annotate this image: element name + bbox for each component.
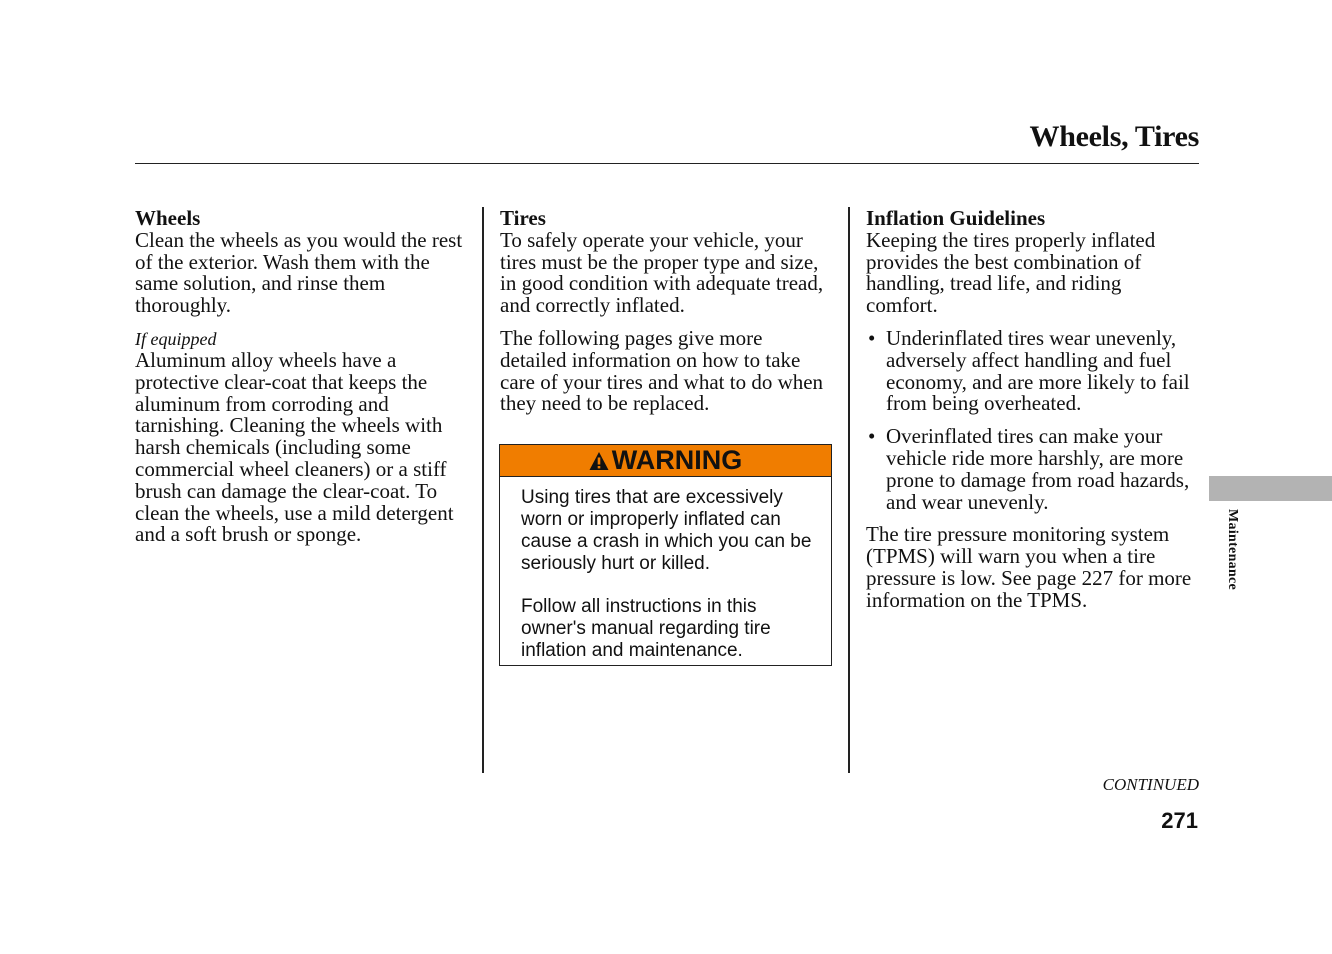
warning-title: WARNING [611,445,743,475]
continued-label: CONTINUED [1102,775,1199,794]
tires-info-text: The following pages give more detailed information on how to take care of your tires and what to do when they need to be replaced. [500,325,824,416]
column-divider-2 [848,207,850,773]
warning-header [500,445,831,477]
page-number: 271 [1161,808,1198,833]
inflation-column [866,208,1196,612]
warning-text-1: Using tires that are excessively worn or improperly inflated can cause a crash in which you can be seriously hurt or killed. [521,487,812,574]
wheels-cleaning-text: Clean the wheels as you would the rest of the exterior. Wash them with the same solution, and rinse them thoroughly. [135,227,463,318]
list-item: • Overinflated tires can make your vehicle ride more harshly, are more prone to damage from road hazards, and wear unevenly. [868,424,1190,514]
alloy-wheels-text: Aluminum alloy wheels have a protective clear-coat that keeps the aluminum from corroding and tarnishing. Cleaning the wheels with harsh chemicals (including some commercial wheel cleaners) or a stiff brush can damage the clear-coat. To clean the wheels, use a mild detergent and a soft brush or sponge. [135,347,454,547]
wheels-heading: Wheels [135,206,201,230]
title-divider [135,163,1199,164]
inflation-bullet-list [866,325,1196,514]
wheels-column [135,208,475,546]
list-item: • Underinflated tires wear unevenly, adversely affect handling and fuel economy, and are more likely to fail from being overheated. [868,325,1190,416]
section-tab [1209,476,1332,501]
tires-heading: Tires [500,206,546,230]
tires-safety-text: To safely operate your vehicle, your tires must be the proper type and size, in good condition with adequate tread, and correctly inflated. [500,227,824,318]
warning-text-2: Follow all instructions in this owner's manual regarding tire inflation and maintenance. [521,596,771,661]
warning-triangle-icon [589,451,609,471]
column-divider-1 [482,207,484,773]
tpms-text: The tire pressure monitoring system (TPMS) will warn you when a tire pressure is low. See page 227 for more information on the TPMS. [866,522,1192,612]
if-equipped-note: If equipped [135,328,217,349]
inflation-intro-text: Keeping the tires properly inflated provides the best combination of handling, tread life, and riding comfort. [866,227,1156,318]
page-title: Wheels, Tires [1029,120,1199,153]
tires-column [500,208,834,415]
warning-box [499,444,832,666]
warning-body [500,477,831,662]
bullet-icon: • [868,424,876,449]
section-tab-label: Maintenance [1225,509,1240,591]
bullet-icon: • [868,325,876,350]
inflation-heading: Inflation Guidelines [866,206,1046,230]
